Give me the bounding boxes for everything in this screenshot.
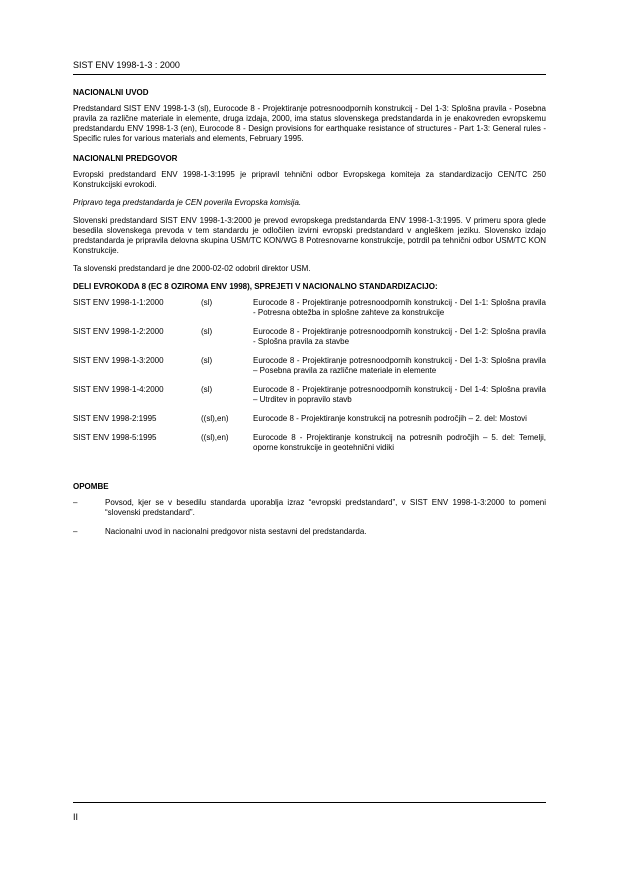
part-code: SIST ENV 1998-5:1995: [73, 433, 157, 442]
parts-heading: DELI EVROKODA 8 (EC 8 OZIROMA ENV 1998), SPREJETI V NACIONALNO STANDARDIZACIJO:: [73, 282, 438, 291]
page-number: II: [73, 812, 79, 822]
foreword-p2: Pripravo tega predstandarda je CEN poverila Evropska komisija.: [73, 198, 302, 207]
intro-text: Predstandard SIST ENV 1998-1-3 (sl), Eurocode 8 - Projektiranje potresnoodpornih konstrukcij - Del 1-3: Splošna pravila - Posebna pravila za različne materiale in elemente, druga izdaja, 2000, ima status slovenskega predstandarda in je enakovreden evropskemu predstandardu ENV 1998-1-3 (en), Eurocode 8 - Design provisions for earthquake resistance of structures - Part 1-3: General rules - Specific rules for various materials and elements, February 1995.: [73, 104, 546, 143]
page-content: [73, 88, 546, 546]
notes-heading: OPOMBE: [73, 482, 109, 491]
dash-bullet: –: [73, 498, 78, 507]
parts-table: [73, 298, 546, 462]
part-title: Eurocode 8 - Projektiranje potresnoodpornih konstrukcij - Del 1-1: Splošna pravila - Potresna obtežba in splošne zahteve za konstrukcije: [253, 298, 546, 317]
part-code: SIST ENV 1998-2:1995: [73, 414, 157, 423]
note-item: [73, 498, 546, 518]
part-code: SIST ENV 1998-1-4:2000: [73, 385, 164, 394]
part-lang: (sl): [201, 385, 213, 394]
part-lang: (sl): [201, 327, 213, 336]
header-rule: [73, 74, 546, 75]
part-lang: (sl): [201, 356, 213, 365]
part-lang: ((sl),en): [201, 414, 229, 423]
header-standard-code: SIST ENV 1998-1-3 : 2000: [73, 60, 180, 70]
table-row: [73, 298, 546, 327]
note-text: Nacionalni uvod in nacionalni predgovor nista sestavni del predstandarda.: [105, 527, 367, 536]
intro-heading: NACIONALNI UVOD: [73, 88, 149, 97]
part-code: SIST ENV 1998-1-2:2000: [73, 327, 164, 336]
part-title: Eurocode 8 - Projektiranje potresnoodpornih konstrukcij - Del 1-4: Splošna pravila – Utrditev in popravilo stavb: [253, 385, 546, 404]
part-code: SIST ENV 1998-1-1:2000: [73, 298, 164, 307]
dash-bullet: –: [73, 527, 78, 536]
part-lang: ((sl),en): [201, 433, 229, 442]
note-item: [73, 527, 546, 537]
table-row: [73, 433, 546, 462]
part-title: Eurocode 8 - Projektiranje potresnoodpornih konstrukcij - Del 1-2: Splošna pravila - Splošna pravila za stavbe: [253, 327, 546, 346]
part-lang: (sl): [201, 298, 213, 307]
part-title: Eurocode 8 - Projektiranje konstrukcij na potresnih področjih – 5. del: Temelji, oporne konstrukcije in geotehnični vidiki: [253, 433, 546, 452]
table-row: [73, 356, 546, 385]
foreword-p3: Slovenski predstandard SIST ENV 1998-1-3:2000 je prevod evropskega predstandarda ENV 1998-1-3:1995. V primeru spora glede besedila slovenskega prevoda v tem standardu je odločilen izvirni evropski predstandard v angleškem jeziku. Slovensko izdajo predstandarda je pripravila delovna skupina USM/TC KON/WG 8 Potresnovarne konstrukcije, potrdil pa tehnični odbor USM/TC KON Konstrukcije.: [73, 216, 546, 255]
foreword-p4: Ta slovenski predstandard je dne 2000-02-02 odobril direktor USM.: [73, 264, 311, 273]
table-row: [73, 327, 546, 356]
part-title: Eurocode 8 - Projektiranje potresnoodpornih konstrukcij - Del 1-3: Splošna pravila – Posebna pravila za različne materiale in elemente: [253, 356, 546, 375]
note-text: Povsod, kjer se v besedilu standarda uporablja izraz “evropski predstandard”, v SIST ENV 1998-1-3:2000 to pomeni “slovenski predstandard”.: [105, 498, 546, 517]
notes-section: [73, 482, 546, 537]
part-code: SIST ENV 1998-1-3:2000: [73, 356, 164, 365]
footer-rule: [73, 802, 546, 803]
part-title: Eurocode 8 - Projektiranje konstrukcij na potresnih področjih – 2. del: Mostovi: [253, 414, 527, 423]
foreword-p1: Evropski predstandard ENV 1998-1-3:1995 je pripravil tehnični odbor Evropskega komiteja za standardizacijo CEN/TC 250 Konstrukcijski evrokodi.: [73, 170, 546, 189]
table-row: [73, 414, 546, 433]
foreword-heading: NACIONALNI PREDGOVOR: [73, 154, 178, 163]
table-row: [73, 385, 546, 414]
